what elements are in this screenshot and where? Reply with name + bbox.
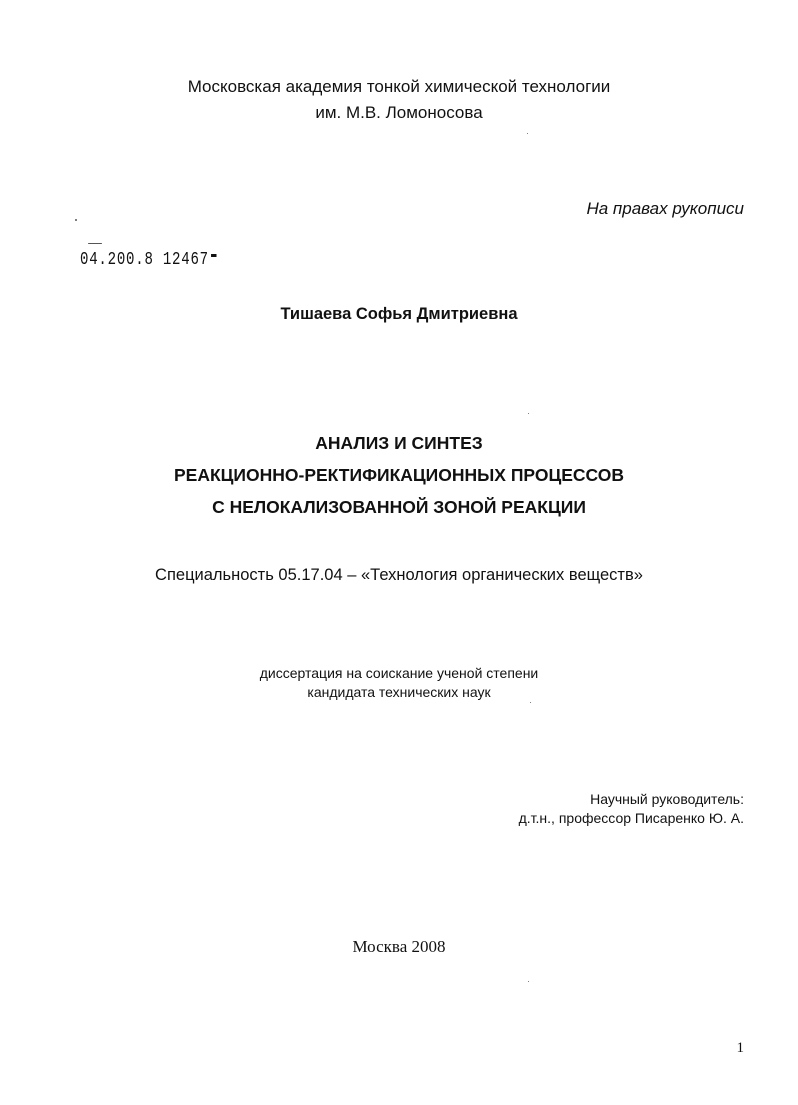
city-year: Москва 2008 bbox=[352, 937, 446, 956]
registry-stamp bbox=[80, 250, 217, 270]
scan-speck bbox=[528, 413, 529, 414]
scientific-advisor bbox=[519, 790, 744, 828]
scan-speck bbox=[530, 702, 531, 703]
author-name: Тишаева Софья Дмитриевна bbox=[280, 305, 518, 323]
scan-speck bbox=[88, 243, 102, 244]
advisor-name: д.т.н., профессор Писаренко Ю. А. bbox=[518, 810, 744, 826]
degree-statement bbox=[0, 664, 798, 702]
specialty-line: Специальность 05.17.04 – «Технология органических веществ» bbox=[155, 566, 643, 584]
institution-header bbox=[0, 74, 798, 126]
registry-dash-mark bbox=[211, 254, 216, 257]
registry-number: 04.200.8 12467 bbox=[80, 250, 209, 270]
scan-speck bbox=[528, 981, 529, 982]
scan-speck bbox=[75, 219, 77, 221]
institution-name: Московская академия тонкой химической технологии bbox=[187, 77, 611, 96]
title-line-3: С НЕЛОКАЛИЗОВАННОЙ ЗОНОЙ РЕАКЦИИ bbox=[212, 497, 586, 517]
degree-line-1: диссертация на соискание ученой степени bbox=[259, 665, 539, 681]
manuscript-rights-note: На правах рукописи bbox=[586, 199, 744, 218]
dissertation-title bbox=[0, 427, 798, 523]
scan-speck bbox=[527, 133, 528, 134]
degree-line-2: кандидата технических наук bbox=[307, 684, 491, 700]
page-number: 1 bbox=[736, 1040, 744, 1056]
title-line-2: РЕАКЦИОННО-РЕКТИФИКАЦИОННЫХ ПРОЦЕССОВ bbox=[173, 465, 624, 485]
advisor-label: Научный руководитель: bbox=[590, 791, 744, 807]
institution-named-after: им. М.В. Ломоносова bbox=[315, 103, 483, 122]
title-line-1: АНАЛИЗ И СИНТЕЗ bbox=[315, 433, 483, 453]
